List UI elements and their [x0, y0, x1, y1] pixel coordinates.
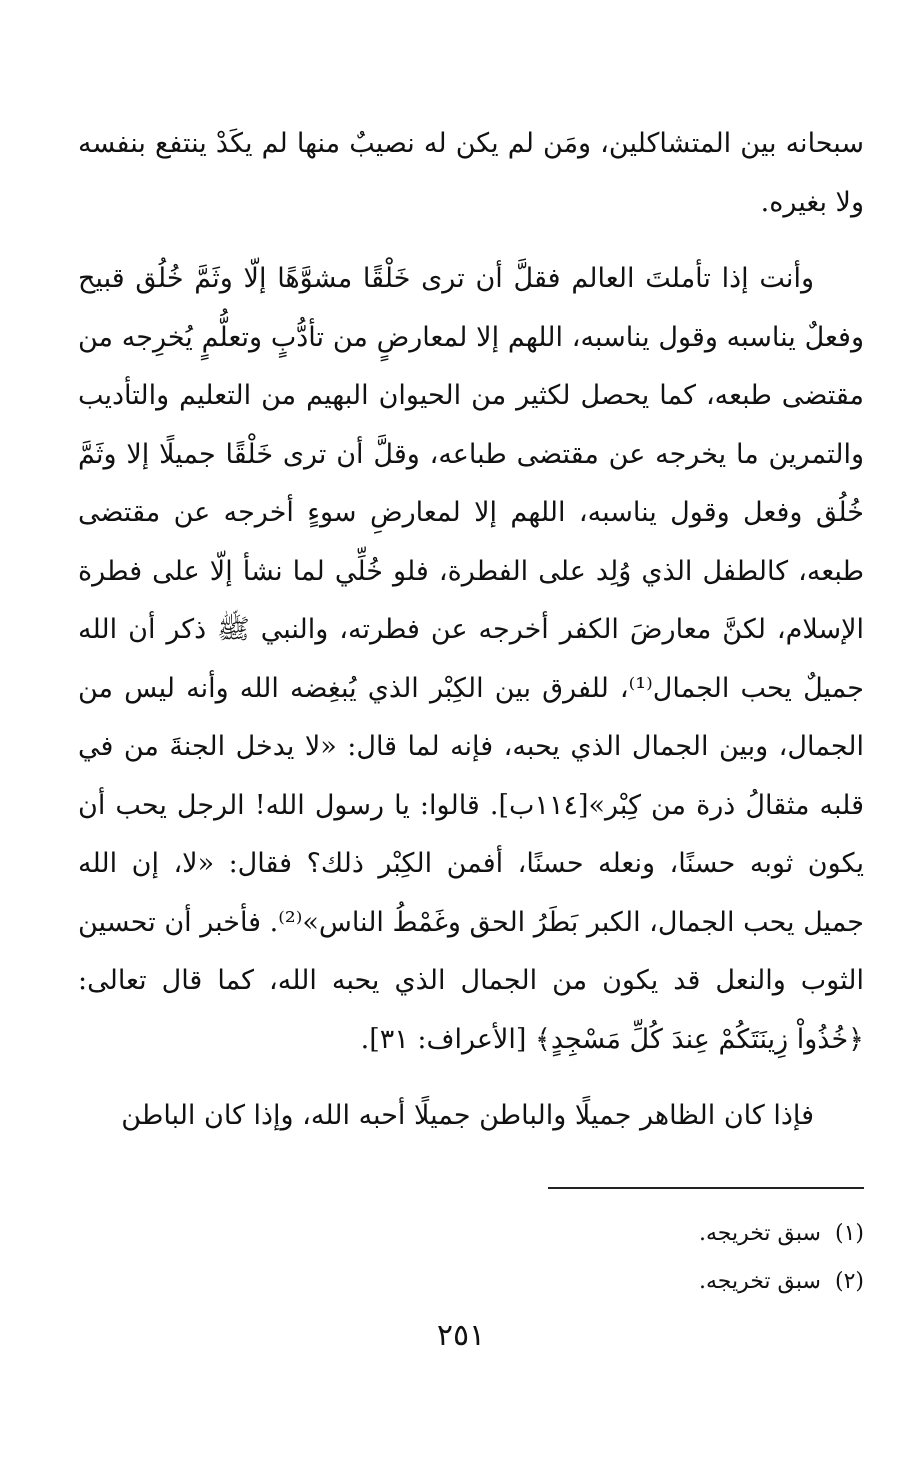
- footnotes: [78, 1210, 864, 1306]
- paragraph-3: فإذا كان الظاهر جميلًا والباطن جميلًا أحبه الله، وإذا كان الباطن: [121, 1100, 814, 1131]
- paragraph-gap: [78, 1069, 864, 1087]
- footnote-number: (١): [834, 1221, 864, 1246]
- footnote-1: [78, 1210, 864, 1258]
- paragraph-1: سبحانه بين المتشاكلين، ومَن لم يكن له نصيبٌ منها لم يكَدْ ينتفع بنفسه ولا بغيره.: [78, 128, 864, 218]
- footnote-text: سبق تخريجه.: [698, 1221, 821, 1246]
- main-text: [78, 115, 864, 1146]
- paragraph-gap: [78, 232, 864, 250]
- footnote-separator: [548, 1187, 864, 1189]
- paragraph-2: وأنت إذا تأملتَ العالم فقلَّ أن ترى خَلْقًا مشوَّهًا إلّا وثَمَّ خُلُق قبيح وفعلٌ يناسبه وقول يناسبه، اللهم إلا لمعارضٍ من تأدُّبٍ وتعلُّمٍ يُخرِجه من مقتضى طبعه، كما يحصل لكثير من الحيوان البهيم من التعليم والتأديب والتمرين ما يخرجه عن مقتضى طباعه، وقلَّ أن ترى خَلْقًا جميلًا إلا وثَمَّ خُلُق وفعل وقول يناسبه، اللهم إلا لمعارضِ سوءٍ أخرجه عن مقتضى طبعه، كالطفل الذي وُلِد على الفطرة، فلو خُلِّي لما نشأ إلّا على فطرة الإسلام، لكنَّ معارضَ الكفر أخرجه عن فطرته، والنبي ﷺ ذكر أن الله جميلٌ يحب الجمال⁽¹⁾، للفرق بين الكِبْر الذي يُبغِضه الله وأنه ليس من الجمال، وبين الجمال الذي يحبه، فإنه لما قال: «لا يدخل الجنةَ من في قلبه مثقالُ ذرة من كِبْر»[١١٤ب]. قالوا: يا رسول الله! الرجل يحب أن يكون ثوبه حسنًا، ونعله حسنًا، أفمن الكِبْر ذلك؟ فقال: «لا، إن الله جميل يحب الجمال، الكبر بَطَرُ الحق وغَمْطُ الناس»⁽²⁾. فأخبر أن تحسين الثوب والنعل قد يكون من الجمال الذي يحبه الله، كما قال تعالى: ﴿خُذُواْ زِينَتَكُمْ عِندَ كُلِّ مَسْجِدٍ﴾ [الأعراف: ٣١].: [78, 263, 865, 1055]
- page-number: ٢٥١: [436, 1318, 486, 1353]
- footnote-number: (٢): [834, 1269, 864, 1294]
- footnote-text: سبق تخريجه.: [698, 1269, 821, 1294]
- footnote-2: [78, 1258, 864, 1306]
